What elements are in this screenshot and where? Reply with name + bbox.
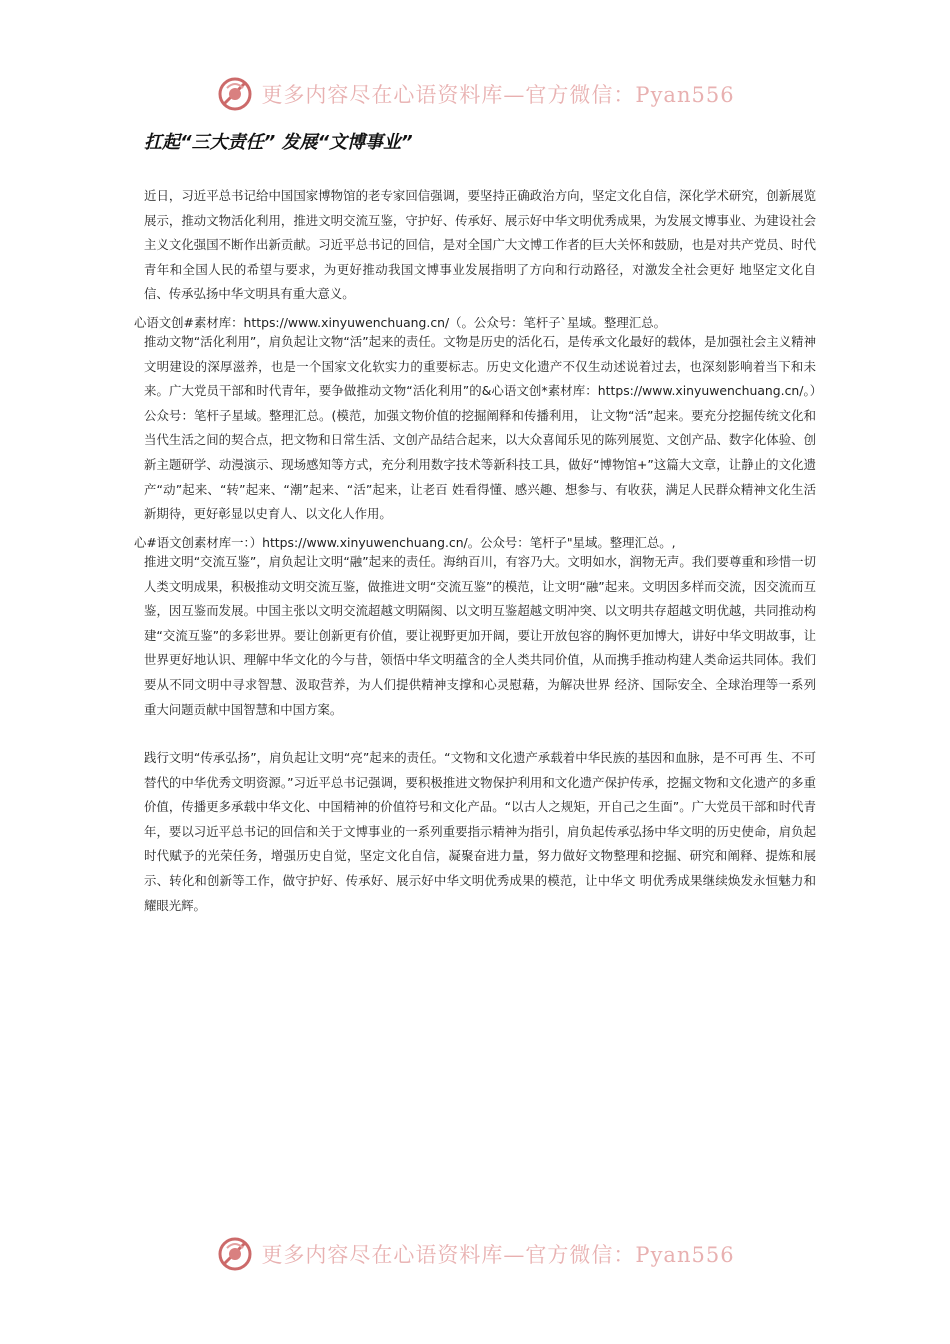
document-title: 扛起“三大责任” 发展“文博事业” (144, 132, 413, 153)
watermark-logo-icon (215, 74, 255, 114)
source-note: 心语文创#素材库：https://www.xinyuwenchuang.cn/（。公众号：笔杆子`星域。整理汇总。 (134, 315, 666, 330)
watermark-logo-icon (215, 1234, 255, 1274)
paragraph-inheritance: 践行文明“传承弘扬”，肩负起让文明“亮”起来的责任。“文物和文化遗产承载着中华民族的基因和血脉，是不可再 生、不可替代的中华优秀文明资源。”习近平总书记强调，要积极推进文物保护利用和文化遗产保护传承，挖掘文物和文化遗产的多重价值，传播更多承载中华文化、中国精神的价值符号和文化产品。“以古人之规矩，开自己之生面”。广大党员干部和时代青年，要以习近平总书记的回信和关于文博事业的一系列重要指示精神为指引，肩负起传承弘扬中华文明的历史使命，肩负起时代赋予的光荣任务，增强历史自觉，坚定文化自信，凝聚奋进力量，努力做好文物整理和挖掘、研究和阐释、提炼和展示、转化和创新等工作，做守护好、传承好、展示好中华文明优秀成果的模范，让中华文 明优秀成果继续焕发永恒魅力和耀眼光辉。 (144, 750, 816, 913)
footer-watermark-banner (0, 1232, 950, 1276)
paragraph-cultural-relics: 推动文物“活化利用”，肩负起让文物“活”起来的责任。文物是历史的活化石，是传承文化最好的载体，是加强社会主义精神文明建设的深厚滋养，也是一个国家文化软实力的重要标志。历史文化遗产不仅生动述说着过去，也深刻影响着当下和未来。广大党员干部和时代青年，要争做推动文物“活化利用”的&心语文创*素材库：https://www.xinyuwenchuang.cn/。）公众号：笔杆子星域。整理汇总。(模范，加强文物价值的挖掘阐释和传播利用， 让文物“活”起来。要充分挖掘传统文化和当代生活之间的契合点，把文物和日常生活、文创产品结合起来，以大众喜闻乐见的陈列展览、文创产品、数字化体验、创新主题研学、动漫演示、现场感知等方式，充分利用数字技术等新科技工具，做好“博物馆+”这篇大文章，让静止的文化遗产“动”起来、“转”起来、“潮”起来、“活”起来，让老百 姓看得懂、感兴趣、想参与、有收获，满足人民群众精神文化生活新期待，更好彰显以史育人、以文化人作用。 (144, 334, 816, 522)
paragraph-intro: 近日，习近平总书记给中国国家博物馆的老专家回信强调，要坚持正确政治方向，坚定文化自信，深化学术研究，创新展览展示，推动文物活化利用，推进文明交流互鉴，守护好、传承好、展示好中华文明优秀成果，为发展文博事业、为建设社会主义文化强国不断作出新贡献。习近平总书记的回信，是对全国广大文博工作者的巨大关怀和鼓励，也是对共产党员、时代青年和全国人民的希望与要求，为更好推动我国文博事业发展指明了方向和行动路径，对激发全社会更好 地坚定文化自信、传承弘扬中华文明具有重大意义。 (144, 188, 816, 302)
watermark-text: 更多内容尽在心语资料库—官方微信：Pyan556 (261, 83, 735, 107)
watermark-text: 更多内容尽在心语资料库—官方微信：Pyan556 (261, 1243, 735, 1267)
paragraph-exchange: 推进文明“交流互鉴”，肩负起让文明“融”起来的责任。海纳百川，有容乃大。文明如水，润物无声。我们要尊重和珍惜一切人类文明成果，积极推动文明交流互鉴，做推进文明“交流互鉴”的模范，让文明“融”起来。文明因多样而交流，因交流而互鉴，因互鉴而发展。中国主张以文明交流超越文明隔阂、以文明互鉴超越文明冲突、以文明共存超越文明优越，共同推动构建“交流互鉴”的多彩世界。要让创新更有价值，要让视野更加开阔，要让开放包容的胸怀更加博大，讲好中华文明故事，让世界更好地认识、理解中华文化的今与昔，领悟中华文明蕴含的全人类共同价值，从而携手推动构建人类命运共同体。我们要从不同文明中寻求智慧、汲取营养，为人们提供精神支撑和心灵慰藉，为解决世界 经济、国际安全、全球治理等一系列重大问题贡献中国智慧和中国方案。 (144, 554, 816, 717)
source-note: 心#语文创素材库一：）https://www.xinyuwenchuang.cn/。公众号：笔杆子"星域。整理汇总。, (134, 535, 676, 550)
header-watermark-banner (0, 72, 950, 116)
